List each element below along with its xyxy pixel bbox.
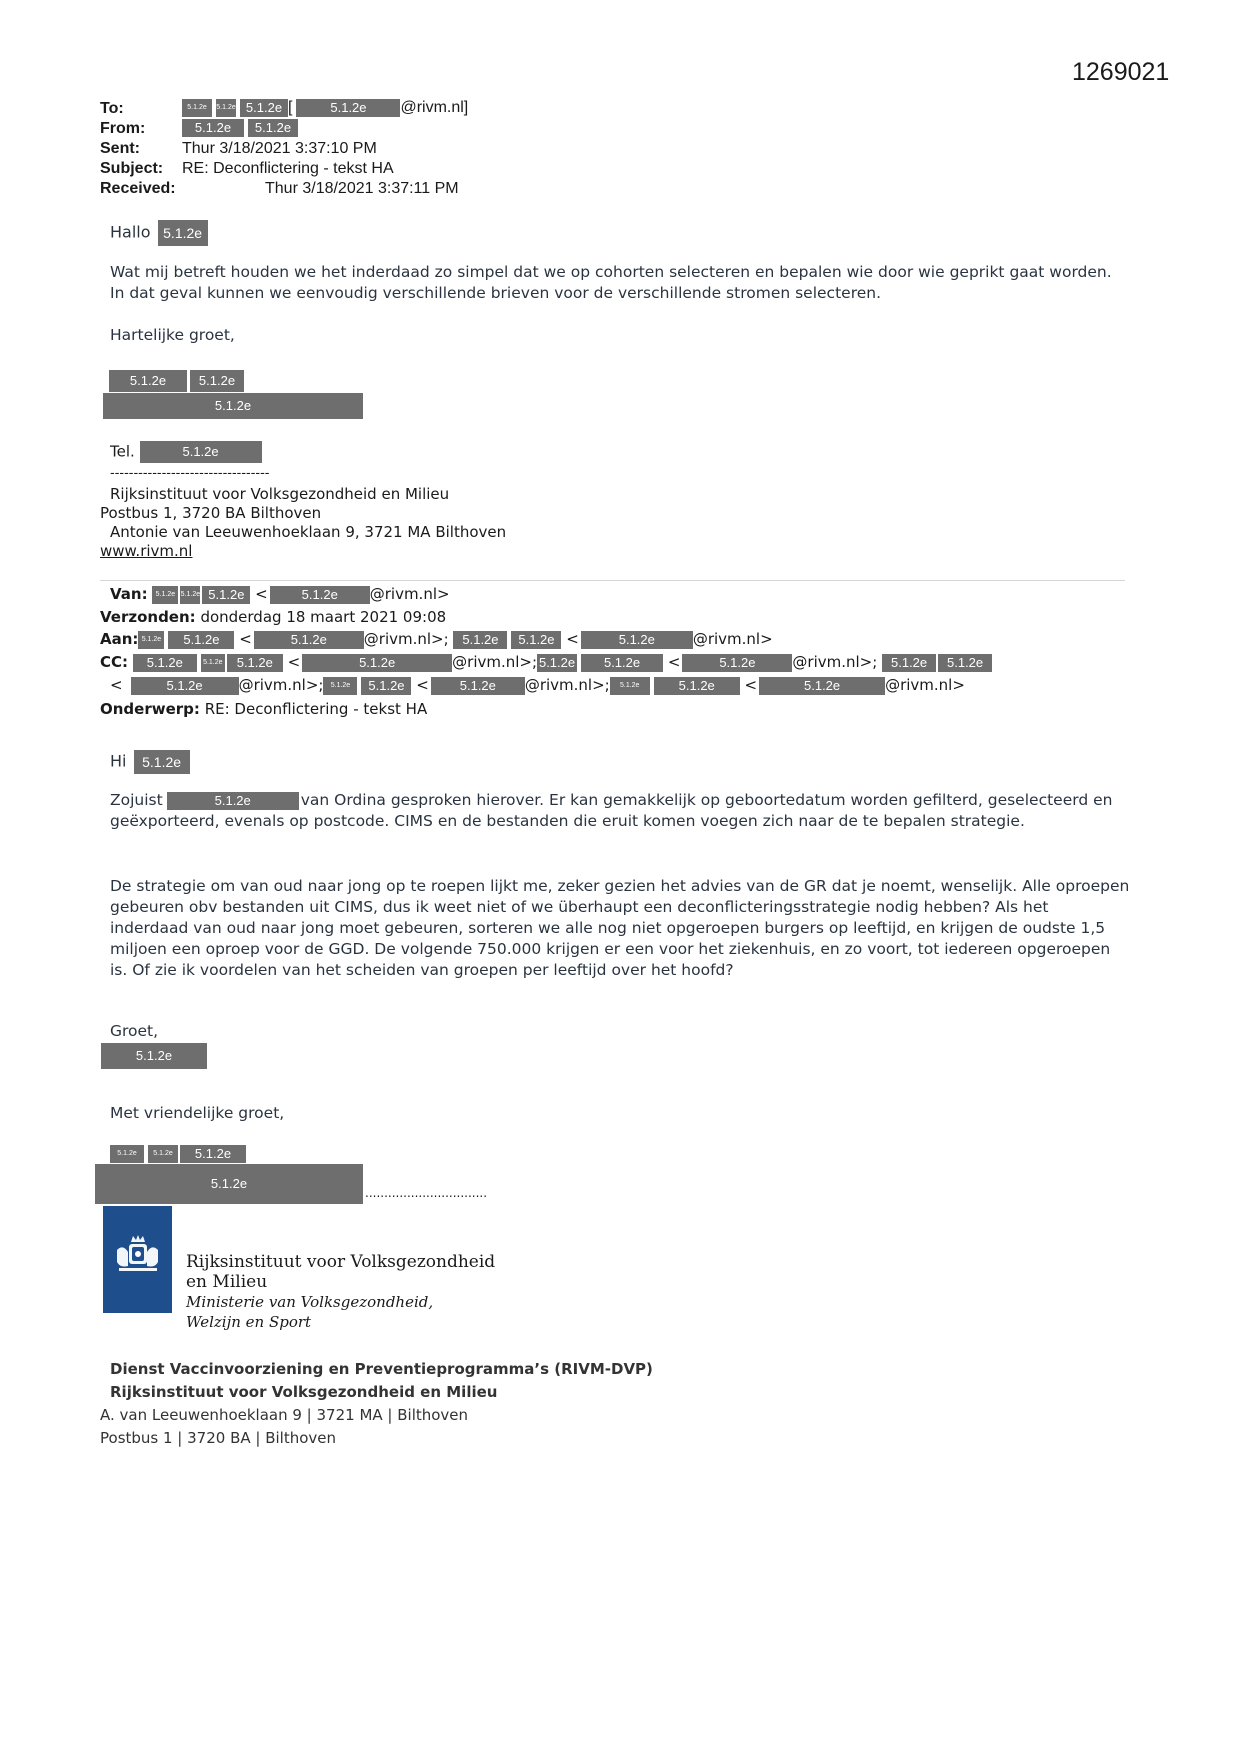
redaction-box: 5.1.2e xyxy=(182,119,244,137)
subject-value: RE: Deconflictering - tekst HA xyxy=(182,160,394,177)
redaction-box: 5.1.2e xyxy=(759,677,885,695)
redaction-box: 5.1.2e xyxy=(216,99,236,117)
reply-postbus: Postbus 1, 3720 BA Bilthoven xyxy=(100,504,322,522)
website-link[interactable]: www.rivm.nl xyxy=(100,542,193,560)
redaction-box: 5.1.2e xyxy=(148,1145,178,1163)
from-value xyxy=(182,119,298,137)
redaction-box: 5.1.2e xyxy=(296,99,400,117)
to-bracket: [ xyxy=(288,99,293,116)
signature-dots: ................................ xyxy=(365,1186,488,1200)
redaction-box: 5.1.2e xyxy=(140,441,262,463)
redaction-box: 5.1.2e xyxy=(227,654,283,672)
redaction-box: 5.1.2e xyxy=(248,119,298,137)
footer-dept: Dienst Vaccinvoorziening en Preventieprogramma’s (RIVM-DVP) xyxy=(110,1360,653,1378)
redaction-box: 5.1.2e xyxy=(182,99,212,117)
redaction-box: 5.1.2e xyxy=(323,677,357,695)
redaction-box: 5.1.2e xyxy=(682,654,792,672)
footer-postbus: Postbus 1 | 3720 BA | Bilthoven xyxy=(100,1429,337,1447)
redaction-box: 5.1.2e xyxy=(581,654,663,672)
message-closing: Met vriendelijke groet, xyxy=(110,1104,285,1122)
redaction-box: 5.1.2e xyxy=(201,654,225,672)
redaction-box: 5.1.2e xyxy=(538,654,576,670)
redaction-box: 5.1.2e xyxy=(101,1043,207,1069)
sent-label: Sent: xyxy=(100,140,140,157)
message-divider xyxy=(100,580,1125,581)
redaction-box: 5.1.2e xyxy=(254,631,364,649)
redaction-box: 5.1.2e xyxy=(202,586,250,604)
redaction-box: 5.1.2e xyxy=(138,631,164,649)
redaction-box: 5.1.2e xyxy=(103,393,363,419)
reply-paragraph: Wat mij betreft houden we het inderdaad zo simpel dat we op cohorten selecteren en bepalen wie door wie geprikt gaat worden. In dat geval kunnen we eenvoudig verschillende brieven voor de verschillende stromen selecteren. xyxy=(110,263,1112,302)
redaction-box: 5.1.2e xyxy=(938,654,992,672)
redaction-box: 5.1.2e xyxy=(133,654,197,672)
subject-label: Subject: xyxy=(100,160,164,177)
redaction-box: 5.1.2e xyxy=(453,631,507,649)
sent-value: Thur 3/18/2021 3:37:10 PM xyxy=(182,140,377,157)
tel-line: Tel. 5.1.2e xyxy=(110,441,262,463)
received-value: Thur 3/18/2021 3:37:11 PM xyxy=(265,180,459,197)
message-paragraph-2: De strategie om van oud naar jong op te roepen lijkt me, zeker gezien het advies van de GR dat je noemt, wenselijk. Alle oproepen gebeuren obv bestanden uit CIMS, dus ik weet niet of we überhaupt een deconflicteringsstrategie nodig hebben? Als het inderdaad van oud naar jong moet gebeuren, sorteren we alle nog niet opgeroepen burgers op leeftijd, en krijgen de oudste 1,5 miljoen een oproep voor de GGD. De volgende 750.000 krijgen er een voor het ziekenhuis, en zo voort, tot iedereen opgeroepen is. Of zie ik voordelen van het scheiden van groepen per leeftijd over het hoofd? xyxy=(110,877,1130,979)
to-label: To: xyxy=(100,100,124,117)
logo-line-3: Ministerie van Volksgezondheid, xyxy=(186,1293,434,1311)
logo-line-2: en Milieu xyxy=(186,1272,268,1292)
rivm-logo-bar xyxy=(103,1206,172,1313)
van-line: Van: 5.1.2e 5.1.2e 5.1.2e < 5.1.2e @rivm.nl> xyxy=(110,585,450,603)
reply-address: Antonie van Leeuwenhoeklaan 9, 3721 MA Bilthoven xyxy=(110,523,507,541)
onderwerp-line: Onderwerp: RE: Deconflictering - tekst HA xyxy=(100,700,428,718)
from-label: From: xyxy=(100,120,146,137)
cc-line-2: < 5.1.2e @rivm.nl>; 5.1.2e 5.1.2e < 5.1.2e @rivm.nl>; 5.1.2e 5.1.2e < 5.1.2e @rivm.nl> xyxy=(110,676,965,694)
redaction-box: 5.1.2e xyxy=(110,1145,144,1163)
redaction-box: 5.1.2e xyxy=(167,792,299,810)
aan-line: Aan: 5.1.2e 5.1.2e < 5.1.2e @rivm.nl>; 5.1.2e 5.1.2e < 5.1.2e @rivm.nl> xyxy=(100,630,773,648)
redaction-box: 5.1.2e xyxy=(109,370,187,392)
footer-org: Rijksinstituut voor Volksgezondheid en Milieu xyxy=(110,1383,498,1401)
redaction-box: 5.1.2e xyxy=(95,1164,363,1204)
to-value xyxy=(182,99,468,117)
reply-greeting: Hallo 5.1.2e xyxy=(110,220,208,246)
redaction-box: 5.1.2e xyxy=(581,631,693,649)
footer-address: A. van Leeuwenhoeklaan 9 | 3721 MA | Bilthoven xyxy=(100,1406,469,1424)
reply-org: Rijksinstituut voor Volksgezondheid en Milieu xyxy=(110,485,450,503)
received-label: Received: xyxy=(100,180,176,197)
redaction-box: 5.1.2e xyxy=(240,99,288,117)
to-email-suffix: @rivm.nl] xyxy=(400,99,469,116)
redaction-box: 5.1.2e xyxy=(431,677,525,695)
redaction-box: 5.1.2e xyxy=(131,677,239,695)
reply-closing: Hartelijke groet, xyxy=(110,326,235,344)
message-greeting: Hi 5.1.2e xyxy=(110,750,190,774)
redaction-box: 5.1.2e xyxy=(610,677,650,695)
redaction-box: 5.1.2e xyxy=(180,586,200,604)
redaction-box: 5.1.2e xyxy=(168,631,234,649)
cc-line: CC: 5.1.2e 5.1.2e 5.1.2e < 5.1.2e @rivm.nl>; 5.1.2e 5.1.2e < 5.1.2e @rivm.nl>; 5.1.2e 5.1.2e xyxy=(100,653,992,672)
document-number: 1269021 xyxy=(1072,58,1170,86)
redaction-box: 5.1.2e xyxy=(654,677,740,695)
redaction-box: 5.1.2e xyxy=(152,586,178,604)
crest-icon xyxy=(103,1206,172,1313)
redaction-box: 5.1.2e xyxy=(361,677,411,695)
redaction-box: 5.1.2e xyxy=(270,586,370,604)
redaction-box: 5.1.2e xyxy=(882,654,936,672)
redaction-box: 5.1.2e xyxy=(134,750,190,774)
message-groet: Groet, xyxy=(110,1022,159,1040)
verzonden-line: Verzonden: donderdag 18 maart 2021 09:08 xyxy=(100,608,447,626)
redaction-box: 5.1.2e xyxy=(158,220,208,246)
signature-divider: ---------------------------------- xyxy=(110,466,270,481)
redaction-box: 5.1.2e xyxy=(180,1145,246,1163)
redaction-box: 5.1.2e xyxy=(511,631,561,649)
redaction-box: 5.1.2e xyxy=(302,654,452,672)
logo-line-4: Welzijn en Sport xyxy=(186,1313,312,1331)
logo-line-1: Rijksinstituut voor Volksgezondheid xyxy=(186,1252,496,1272)
message-paragraph-1: Zojuist 5.1.2e van Ordina gesproken hierover. Er kan gemakkelijk op geboortedatum worden gefilterd, geselecteerd en geëxporteerd, evenals op postcode. CIMS en de bestanden die eruit komen voegen zich naar de te bepalen strategie. xyxy=(110,791,1113,830)
logo-text xyxy=(186,1252,495,1332)
redaction-box: 5.1.2e xyxy=(190,370,244,392)
